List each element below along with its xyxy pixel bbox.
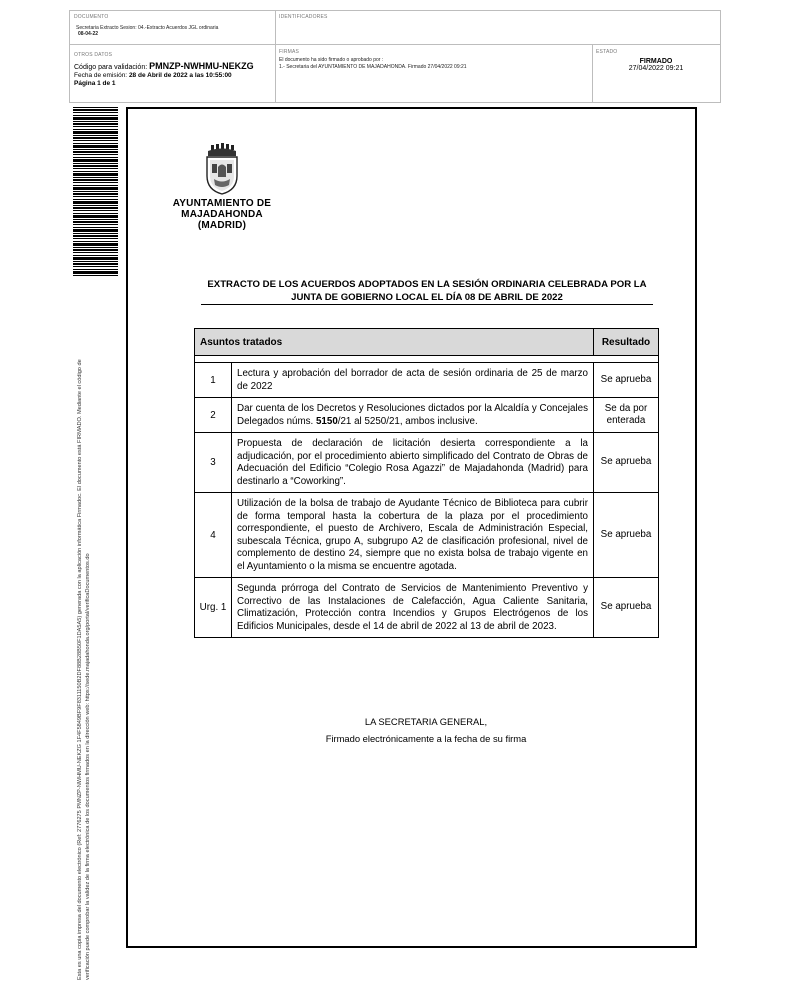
signature-note: Firmado electrónicamente a la fecha de su firma [325,733,527,744]
col-resultado-header: Resultado [594,329,659,356]
table-header-row [195,329,659,356]
row-text [232,398,594,433]
fecha-value: 28 de Abril de 2022 a las 10:55:00 [128,72,232,79]
fecha-label: Fecha de emisión: [74,72,128,79]
estado-value: FIRMADO [639,58,673,65]
row-result: Se aprueba [594,433,659,493]
documento-label: DOCUMENTO [74,14,109,20]
side-text-line2: verificación puede comprobar la validez de la firma electrónica de los documentos firmados en la dirección web: https://sede.majadahonda.org/portal/verificaDocumentos.do [85,553,91,980]
table-row [195,578,659,638]
row-result: Se da por enterada [594,398,659,433]
row-number: 3 [195,433,232,493]
firmas-intro: El documento ha sido firmado o aprobado por : [279,57,384,63]
codigo-validacion [74,61,272,71]
estado-date: 27/04/2022 09:21 [628,65,684,72]
row-number: 1 [195,363,232,398]
row-result: Se aprueba [594,578,659,638]
documento-date: 08-04-22 [78,31,99,37]
row-result: Se aprueba [594,363,659,398]
signature-role: LA SECRETARIA GENERAL, [364,716,488,727]
firmas-label: FIRMAS [279,49,300,55]
codigo-label: Código para validación: [74,64,148,71]
documento-cell [74,14,272,37]
otros-datos-cell [74,52,272,87]
otros-datos-label: OTROS DATOS [74,52,113,58]
org-line2: MAJADAHONDA [181,209,263,220]
row-text-bold: 5150 [315,415,338,427]
firmas-line: 1.- Secretaria del AYUNTAMIENTO DE MAJADAHONDA. Firmado 27/04/2022 09:21 [279,64,467,70]
agenda-table [194,328,659,638]
firmas-cell [279,49,589,70]
row-number: 2 [195,398,232,433]
side-text-line1: Esta es una copia impresa del documento electrónico (Ref: 2776275 PMNZP-NWHMU-NEKZG 1F4F5849BF9F8311150B2DF88B28B50F1DA5A5) generada con la aplicación informática Firmadoc. El documento está FIRMADO. Mediante el código de [77,359,83,980]
title-underline [201,304,653,305]
row-number: 4 [195,493,232,578]
document-title: EXTRACTO DE LOS ACUERDOS ADOPTADOS EN LA SESIÓN ORDINARIA CELEBRADA POR LA JUNTA DE GOBIERNO LOCAL EL DÍA 08 DE ABRIL DE 2022 [207,279,647,303]
estado-label: ESTADO [596,49,618,55]
codigo-value: PMNZP-NWHMU-NEKZG [149,61,254,71]
identificadores-cell [279,14,328,20]
col-asuntos-header: Asuntos tratados [195,329,594,356]
org-line1: AYUNTAMIENTO DE [172,198,272,209]
row-text: Segunda prórroga del Contrato de Servicios de Mantenimiento Preventivo y Correctivo de las Instalaciones de Calefacción, Agua Caliente Sanitaria, Climatización, Protección contra Incendios y Grupos Electrógenos de los Edificios Municipales, desde el 14 de abril de 2022 al 13 de abril de 2023. [232,578,594,638]
table-spacer [195,356,659,363]
identificadores-label: IDENTIFICADORES [279,14,328,20]
barcode [73,107,118,277]
row-number: Urg. 1 [195,578,232,638]
table-row [195,493,659,578]
coat-of-arms-logo [202,143,242,195]
documento-value: Secretaria Extracto Sesion: 04.-Extracto Acuerdos JGL ordinaria [76,25,219,31]
row-text: Propuesta de declaración de licitación desierta correspondiente a la adjudicación, por el procedimiento abierto simplificado del Contrato de Obras de Adecuación del Edificio “Colegio Rosa Agazzi” de Majadahonda (Madrid) para destinarlo a “Coworking”. [232,433,594,493]
table-row [195,398,659,433]
document-header [69,10,721,103]
fecha-emision [74,72,272,79]
table-row [195,363,659,398]
org-line3: (MADRID) [197,220,247,231]
organization-name [172,198,272,231]
row-text: Lectura y aprobación del borrador de acta de sesión ordinaria de 25 de marzo de 2022 [232,363,594,398]
row-text-part: /21 al 5250/21, ambos inclusive. [337,415,478,427]
pagina: Página 1 de 1 [74,80,116,87]
side-verification-text [76,290,92,980]
row-text: Utilización de la bolsa de trabajo de Ayudante Técnico de Biblioteca para cubrir de forma temporal hasta la cobertura de la plaza por el procedimiento correspondiente, el puesto de Archivero, Escala de Administración Especial, subescala Técnica, grupo A, subgrupo A2 de clasificación profesional, nivel de complemento de destino 24, siempre que no exista bolsa de trabajo vigente en el Ayuntamiento o la misma se encuentre agotada. [232,493,594,578]
estado-cell [596,49,716,72]
row-text-part: Dar cuenta de los Decretos y Resoluciones dictados por la Alcaldía y Concejales Delegados núms. [237,403,588,427]
table-row [195,433,659,493]
row-result: Se aprueba [594,493,659,578]
